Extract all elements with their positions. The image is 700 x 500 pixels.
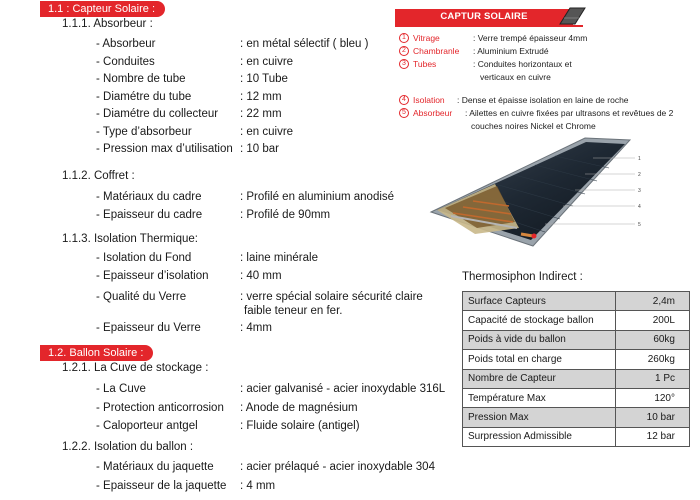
- section-title-ballon: 1.2. Ballon Solaire :: [40, 345, 153, 361]
- table-row: Nombre de Capteur 1 Pc: [463, 369, 690, 388]
- feature-chambranle: 2 Chambranle : Aluminium Extrudé: [399, 46, 689, 57]
- table-row: Poids total en charge 260kg: [463, 350, 690, 369]
- diagram-label-2: 2: [638, 172, 641, 178]
- thermosiphon-title: Thermosiphon Indirect :: [462, 271, 583, 283]
- diagram-label-3: 3: [638, 188, 641, 194]
- section-title-capteur: 1.1 : Capteur Solaire :: [40, 1, 165, 17]
- captur-solaire-banner: CAPTUR SOLAIRE: [395, 9, 573, 25]
- subsection-cuve-stockage: 1.2.1. La Cuve de stockage :: [62, 362, 209, 374]
- feature-tubes: 3 Tubes : Conduites horizontaux et verticaux en cuivre: [399, 59, 689, 83]
- datasheet-page: 1.1 : Capteur Solaire : 1.1.1. Absorbeur : - Absorbeur : en métal sélectif ( bleu ) - Conduites : en cuivre - Nombre de tube : 10 Tube - Diamétre du tube : 12 mm - Diamétre du collecteur : 22 mm - Type d’absorbeur : en cuivre - Pression max d’utilisation : 10 bar 1.1.2. Coffret : - Matériaux du cadre : Profilé en aluminium anodisé - Epaisseur du cadre : Profilé de 90mm 1.1.3. Isolation Thermique: - Isolation du Fond : laine minérale - Epaisseur d’isolation : 40 mm - Qualité du Verre : verre spécial solaire sécurité claire faible teneur en fer. - Epaisseur du Verre : 4mm 1.2. Ballon Solaire : 1.2.1. La Cuve de stockage : - La Cuve : acier galvanisé - acier inoxydable 316L - Protection anticorrosion : Anode de magnésium - Caloporteur antgel : Fluide solaire (antigel) 1.2.2. Isolation du ballon : - Matériaux du jaquette : acier prélaqué - acier inoxydable 304 - Epaisseur de la jaquette : 4 mm CAPTUR SOLAIRE 1 Vitrage : Verre trempé épaisseur 4mm 2 Chambranle : Aluminium Extrudé 3 Tubes : Conduites horizontaux et verticaux en cuivre 4 Isolation : Dense et épaisse isolation en laine de roche 5 Absorbeur : Ailettes en cuivre fixées par ultrasons et revêtues de 2 couches noires Nickel et Chrome 1 2 3 4 5 Thermosiphon Indirect : Surface Capteurs 2,4m Capacité de stockage ballon 200L Poids à vide du ballon 60kg Poids total en charge 260kg Nombre de Capteur 1 Pc Température Max 120° Pression Max 10 bar Surpression Admissible 12 bar: [0, 0, 700, 500]
- feature-absorbeur: 5 Absorbeur : Ailettes en cuivre fixées par ultrasons et revêtues de 2 couches noires Nickel et Chrome: [399, 108, 699, 132]
- subsection-isolation-ballon: 1.2.2. Isolation du ballon :: [62, 441, 194, 453]
- table-row: Surface Capteurs 2,4m: [463, 292, 690, 311]
- table-row: Température Max 120°: [463, 388, 690, 407]
- diagram-label-5: 5: [638, 222, 641, 228]
- table-row: Capacité de stockage ballon 200L: [463, 311, 690, 330]
- feature-vitrage: 1 Vitrage : Verre trempé épaisseur 4mm: [399, 33, 689, 44]
- subsection-absorbeur: 1.1.1. Absorbeur :: [62, 18, 153, 30]
- banner-underline: [395, 25, 583, 27]
- mini-panel-icon: [556, 6, 586, 28]
- table-row: Pression Max 10 bar: [463, 408, 690, 427]
- table-row: Poids à vide du ballon 60kg: [463, 330, 690, 349]
- solar-collector-diagram: [425, 134, 655, 250]
- diagram-label-4: 4: [638, 204, 641, 210]
- subsection-isolation-thermique: 1.1.3. Isolation Thermique:: [62, 233, 198, 245]
- table-row: Surpression Admissible 12 bar: [463, 427, 690, 446]
- subsection-coffret: 1.1.2. Coffret :: [62, 170, 135, 182]
- feature-isolation: 4 Isolation : Dense et épaisse isolation en laine de roche: [399, 95, 699, 106]
- thermosiphon-table: [462, 291, 690, 447]
- diagram-label-1: 1: [638, 156, 641, 162]
